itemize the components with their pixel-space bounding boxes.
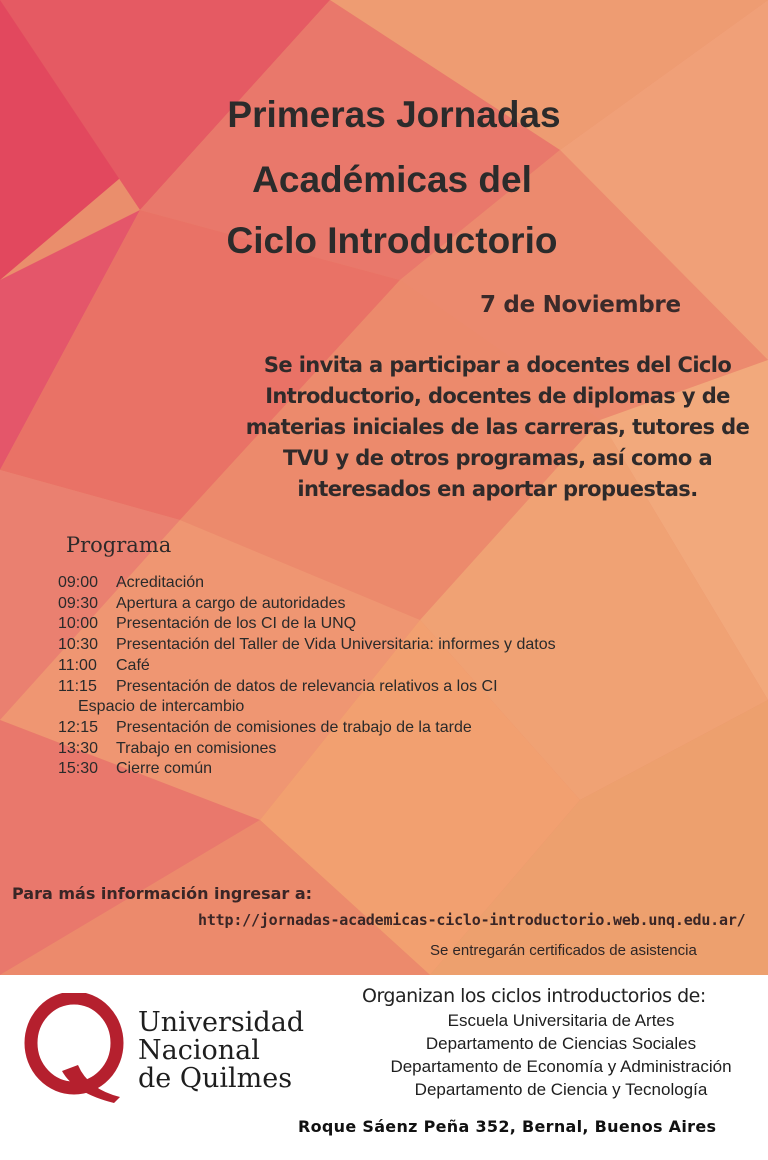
schedule-time: 09:00 — [58, 574, 99, 591]
schedule-activity: Presentación del Taller de Vida Universitaria: informes y datos — [116, 636, 556, 654]
program-schedule — [58, 573, 556, 780]
schedule-activity: Presentación de datos de relevancia relativos a los CI — [116, 677, 498, 695]
certificates-note: Se entregarán certificados de asistencia — [430, 942, 697, 959]
schedule-time: 12:15 — [58, 718, 99, 736]
organizers-heading: Organizan los ciclos introductorios de: — [362, 985, 706, 1007]
more-info-link[interactable]: http://jornadas-academicas-ciclo-introductorio.web.unq.edu.ar/ — [198, 911, 746, 929]
schedule-activity: Apertura a cargo de autoridades — [116, 594, 346, 612]
schedule-time: 13:30 — [58, 739, 99, 757]
schedule-item — [58, 759, 556, 780]
schedule-item — [58, 697, 556, 718]
more-info-label: Para más información ingresar a: — [12, 884, 313, 903]
schedule-activity: Presentación de los CI de la UNQ — [116, 615, 357, 633]
organizer-item: Departamento de Ciencia y Tecnología — [414, 1080, 708, 1099]
university-name-line-1: Universidad — [138, 1007, 305, 1038]
university-name — [138, 1009, 304, 1093]
event-title-line-3: Ciclo Introductorio — [226, 220, 558, 261]
organizer-item: Departamento de Economía y Administración — [390, 1057, 732, 1076]
schedule-item — [58, 635, 556, 656]
venue-address: Roque Sáenz Peña 352, Bernal, Buenos Aires — [298, 1117, 717, 1136]
schedule-activity: Cierre común — [116, 760, 213, 778]
schedule-item — [58, 739, 556, 760]
program-heading: Programa — [66, 533, 172, 557]
schedule-item — [58, 718, 556, 739]
schedule-item — [58, 573, 556, 594]
schedule-item — [58, 614, 556, 635]
poster-footer — [0, 975, 768, 1160]
organizer-item: Escuela Universitaria de Artes — [447, 1011, 675, 1030]
university-name-line-3: de Quilmes — [138, 1063, 293, 1094]
schedule-time: 11:00 — [58, 656, 97, 674]
event-title-line-2: Académicas del — [252, 159, 532, 200]
schedule-activity: Espacio de intercambio — [78, 698, 245, 716]
schedule-item — [58, 594, 556, 615]
invitation-text: Se invita a participar a docentes del Ciclo Introductorio, docentes de diplomas y de materias iniciales de las carreras, tutores de TVU y de otros programas, así como a interesados en aportar propuestas. — [245, 353, 750, 501]
schedule-activity: Presentación de comisiones de trabajo de la tarde — [116, 718, 472, 736]
schedule-activity: Acreditación — [116, 574, 205, 591]
university-name-line-2: Nacional — [138, 1035, 260, 1066]
unq-logo-icon — [22, 993, 126, 1111]
schedule-time: 10:30 — [58, 636, 99, 654]
event-date: 7 de Noviembre — [480, 292, 681, 318]
schedule-time: 11:15 — [58, 677, 97, 695]
schedule-time: 09:30 — [58, 594, 99, 612]
schedule-time: 15:30 — [58, 760, 99, 778]
organizers-list — [360, 1009, 762, 1101]
organizer-item: Departamento de Ciencias Sociales — [425, 1034, 697, 1053]
schedule-activity: Trabajo en comisiones — [116, 739, 277, 757]
schedule-item — [58, 677, 556, 698]
schedule-time: 10:00 — [58, 615, 99, 633]
schedule-activity: Café — [116, 656, 150, 674]
event-title-line-1: Primeras Jornadas — [227, 94, 561, 135]
schedule-item — [58, 656, 556, 677]
